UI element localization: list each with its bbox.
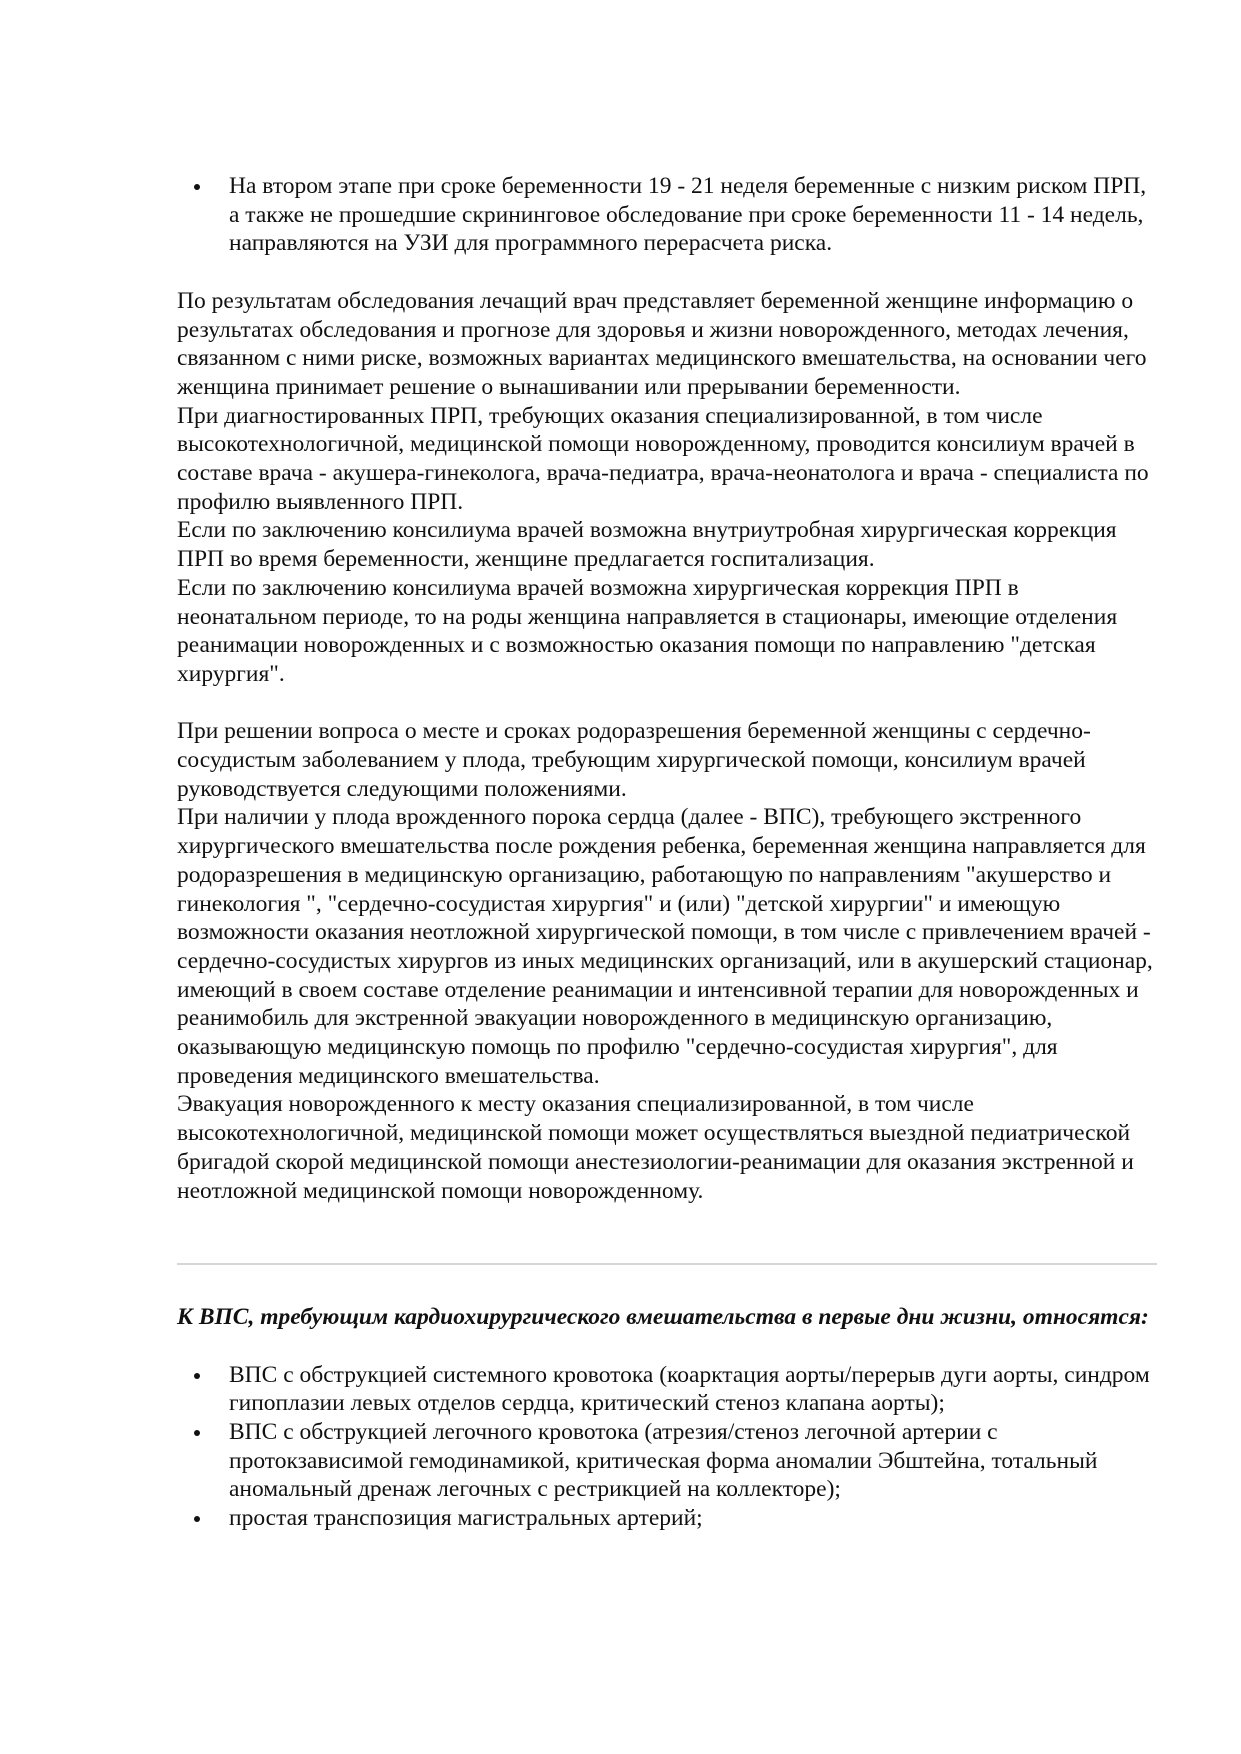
list-item-text: ВПС с обструкцией легочного кровотока (атрезия/стеноз легочной артерии с протокзависимой гемодинамикой, критическая форма аномалии Эбштейна, тотальный аномальный дренаж легочных с рестрикцией на коллекторе); — [229, 1419, 1098, 1503]
paragraph: Если по заключению консилиума врачей возможна хирургическая коррекция ПРП в неонатальном периоде, то на роды женщина направляется в стационары, имеющие отделения реанимации новорожденных и с возможностью оказания помощи по направлению "детская хирургия". — [177, 574, 1118, 687]
spacer — [177, 689, 1157, 718]
paragraph: При диагностированных ПРП, требующих оказания специализированной, в том числе высокотехнологичной, медицинской помощи новорожденному, проводится консилиум врачей в составе врача - акушера-гинеколога, врача-педиатра, врача-неонатолога и врача - специалиста по профилю выявленного ПРП. — [177, 402, 1149, 515]
list-item-text: На втором этапе при сроке беременности 19 - 21 неделя беременные с низким риском ПРП, а также не прошедшие скрининговое обследование при сроке беременности 11 - 14 недель, направляются на УЗИ для программного перерасчета риска. — [229, 173, 1147, 257]
section-consultation — [177, 287, 1157, 689]
list-item — [177, 1504, 1157, 1533]
list-item-text: простая транспозиция магистральных артерий; — [229, 1505, 703, 1532]
bullet-icon — [194, 1373, 200, 1379]
section-delivery — [177, 717, 1157, 1205]
bullet-icon — [194, 1430, 200, 1436]
spacer — [177, 1332, 1157, 1361]
bullet-list-bottom — [177, 1361, 1157, 1533]
list-item — [177, 172, 1157, 258]
paragraph: При решении вопроса о месте и сроках родоразрешения беременной женщины с сердечно-сосудистым заболеванием у плода, требующим хирургической помощи, консилиум врачей руководствуется следующими положениями. — [177, 718, 1091, 802]
bullet-icon — [194, 184, 200, 190]
bullet-icon — [194, 1516, 200, 1522]
paragraph: При наличии у плода врожденного порока сердца (далее - ВПС), требующего экстренного хирургического вмешательства после рождения ребенка, беременная женщина направляется для родоразрешения в медицинскую организацию, работающую по направлениям "акушерство и гинекология ", "сердечно-сосудистая хирургия" и (или) "детской хирургии" и имеющую возможности оказания неотложной хирургической помощи, в том числе с привлечением врачей - сердечно-сосудистых хирургов из иных медицинских организаций, или в акушерский стационар, имеющий в своем составе отделение реанимации и интенсивной терапии для новорожденных и реанимобиль для экстренной эвакуации новорожденного в медицинскую организацию, оказывающую медицинскую помощь по профилю "сердечно-сосудистая хирургия", для проведения медицинского вмешательства. — [177, 804, 1153, 1089]
section-heading: К ВПС, требующим кардиохирургического вмешательства в первые дни жизни, относятся: — [177, 1304, 1149, 1331]
document-page — [177, 172, 1157, 1533]
horizontal-divider — [177, 1263, 1157, 1265]
paragraph: По результатам обследования лечащий врач представляет беременной женщине информацию о результатах обследования и прогнозе для здоровья и жизни новорожденного, методах лечения, связанном с ними риске, возможных вариантах медицинского вмешательства, на основании чего женщина принимает решение о вынашивании или прерывании беременности. — [177, 287, 1147, 400]
bullet-list-top — [177, 172, 1157, 258]
spacer — [177, 258, 1157, 287]
list-item — [177, 1361, 1157, 1418]
paragraph: Если по заключению консилиума врачей возможна внутриутробная хирургическая коррекция ПРП во время беременности, женщине предлагается госпитализация. — [177, 517, 1117, 573]
list-item — [177, 1418, 1157, 1504]
list-item-text: ВПС с обструкцией системного кровотока (коарктация аорты/перерыв дуги аорты, синдром гипоплазии левых отделов сердца, критический стеноз клапана аорты); — [229, 1361, 1150, 1417]
paragraph: Эвакуация новорожденного к месту оказания специализированной, в том числе высокотехнологичной, медицинской помощи может осуществляться выездной педиатрической бригадой скорой медицинской помощи анестезиологии-реанимации для оказания экстренной и неотложной медицинской помощи новорожденному. — [177, 1091, 1134, 1204]
